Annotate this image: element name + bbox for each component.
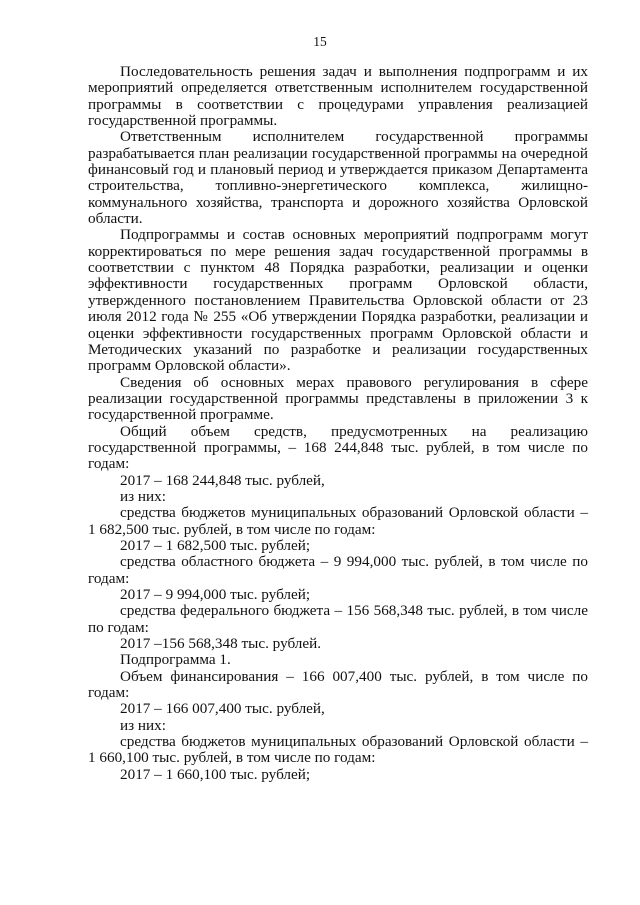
funding-year-line: 2017 – 1 660,100 тыс. рублей; xyxy=(120,765,311,783)
document-body xyxy=(88,64,588,783)
subprogram-heading: Подпрограмма 1. xyxy=(120,651,231,669)
paragraph-subprogram-adjustment: Подпрограммы и состав основных мероприятий подпрограмм могут корректироваться по мере решения задач государственной программы в соответствии с пунктом 48 Порядка разработки, реализации и оценки эффективности государственных программ Орловской области, утвержденного постановлением Правительства Орловской области от 23 июля 2012 года № 255 «Об утверждении Порядка разработки, реализации и оценки эффективности государственных программ Орловской области и Методических указаний по разработке и реализации государственных программ Орловской области». xyxy=(88,226,588,375)
paragraph-municipal-funds: средства бюджетов муниципальных образований Орловской области – 1 682,500 тыс. рублей, в том числе по годам: xyxy=(88,504,588,538)
paragraph-regional-budget: средства областного бюджета – 9 994,000 тыс. рублей, в том числе по годам: xyxy=(88,553,588,587)
paragraph-task-sequence: Последовательность решения задач и выполнения подпрограмм и их мероприятий определяется ответственным исполнителем государственной программы в соответствии с процедурами управления реализацией государственной программы. xyxy=(88,63,588,130)
funding-year-line: 2017 – 166 007,400 тыс. рублей, xyxy=(120,700,325,718)
funding-year-line: 2017 –156 568,348 тыс. рублей. xyxy=(120,635,322,653)
funding-year-line: 2017 – 1 682,500 тыс. рублей; xyxy=(120,536,311,554)
paragraph-total-funding: Общий объем средств, предусмотренных на реализацию государственной программы, – 168 244,848 тыс. рублей, в том числе по годам: xyxy=(88,422,588,473)
paragraph-subprogram-municipal-funds: средства бюджетов муниципальных образований Орловской области – 1 660,100 тыс. рублей, в том числе по годам: xyxy=(88,733,588,767)
paragraph-legal-regulation: Сведения об основных мерах правового регулирования в сфере реализации государственной программы представлены в приложении 3 к государственной программе. xyxy=(88,373,588,424)
funding-year-line: 2017 – 9 994,000 тыс. рублей; xyxy=(120,586,311,603)
paragraph-implementation-plan: Ответственным исполнителем государственной программы разрабатывается план реализации государственной программы на очередной финансовый год и плановый период и утверждается приказом Департамента строительства, топливно-энергетического комплекса, жилищно-коммунального хозяйства, транспорта и дорожного хозяйства Орловской области. xyxy=(88,128,588,228)
funding-year-line: 2017 – 168 244,848 тыс. рублей, xyxy=(120,471,325,489)
of-which-line: из них: xyxy=(120,487,166,505)
paragraph-subprogram-funding: Объем финансирования – 166 007,400 тыс. рублей, в том числе по годам: xyxy=(88,667,588,702)
of-which-line: из них: xyxy=(120,716,166,734)
paragraph-federal-budget: средства федерального бюджета – 156 568,348 тыс. рублей, в том числе по годам: xyxy=(88,602,588,636)
page-number: 15 xyxy=(313,34,327,49)
